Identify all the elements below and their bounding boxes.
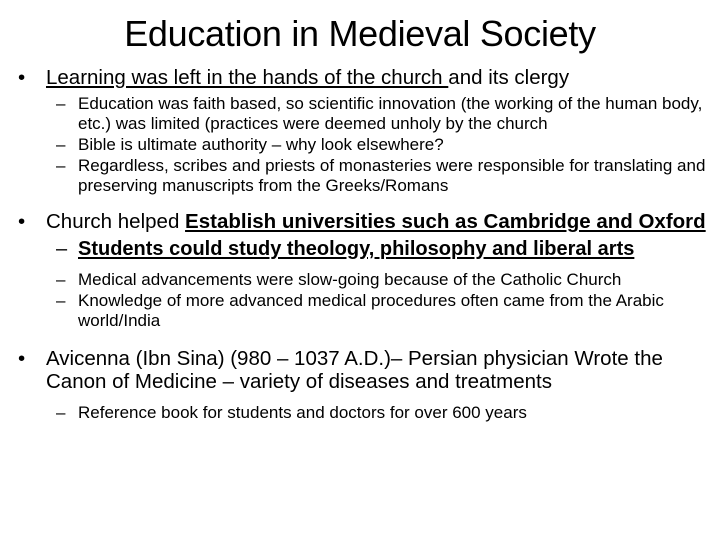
slide-title: Education in Medieval Society [124, 13, 596, 54]
bullet-text: Church helped [46, 210, 186, 233]
dash-marker: – [56, 238, 68, 260]
sub-item-text: Knowledge of more advanced medical procedures often came from the Arabic world/India [78, 291, 664, 330]
sub-list [18, 94, 708, 196]
bullet-marker: • [18, 347, 26, 370]
dash-marker: – [56, 270, 66, 289]
sub-item [18, 94, 708, 134]
sub-item-text: Education was faith based, so scientific innovation (the working of the human body, etc.) was limited (practices were deemed unholy by the church [78, 94, 703, 133]
dash-marker: – [56, 135, 66, 154]
sub-item [18, 238, 708, 261]
bullet-text: and its clergy [448, 66, 570, 89]
bullet-marker: • [18, 66, 26, 89]
sub-list [18, 403, 708, 423]
dash-marker: – [56, 403, 66, 422]
bullet-universities [18, 210, 708, 233]
sub-item [18, 135, 708, 155]
bullet-text: Avicenna (Ibn Sina) (980 – 1037 A.D.)– Persian physician Wrote the Canon of Medicine – variety of diseases and treatments [46, 347, 663, 393]
sub-list [18, 238, 708, 331]
dash-marker: – [56, 94, 66, 113]
bullet-bold-text: Establish universities such as Cambridge and Oxford [185, 210, 706, 233]
sub-item-text: Medical advancements were slow-going because of the Catholic Church [78, 270, 622, 289]
bullet-underlined-text: Learning was left in the hands of the church [46, 66, 449, 89]
sub-item-text: Regardless, scribes and priests of monasteries were responsible for translating and preserving manuscripts from the Greeks/Romans [78, 156, 706, 195]
sub-item [18, 403, 708, 423]
sub-item-text: Reference book for students and doctors for over 600 years [78, 403, 527, 422]
dash-marker: – [56, 156, 66, 175]
sub-item [18, 270, 708, 290]
sub-item [18, 291, 708, 331]
bullet-church-learning [18, 66, 708, 89]
dash-marker: – [56, 291, 66, 310]
bullet-list [18, 62, 708, 423]
sub-item-bold-text: Students could study theology, philosophy and liberal arts [78, 238, 635, 260]
bullet-marker: • [18, 210, 26, 233]
bullet-avicenna [18, 347, 708, 393]
sub-item [18, 156, 708, 196]
sub-item-text: Bible is ultimate authority – why look elsewhere? [78, 135, 444, 154]
